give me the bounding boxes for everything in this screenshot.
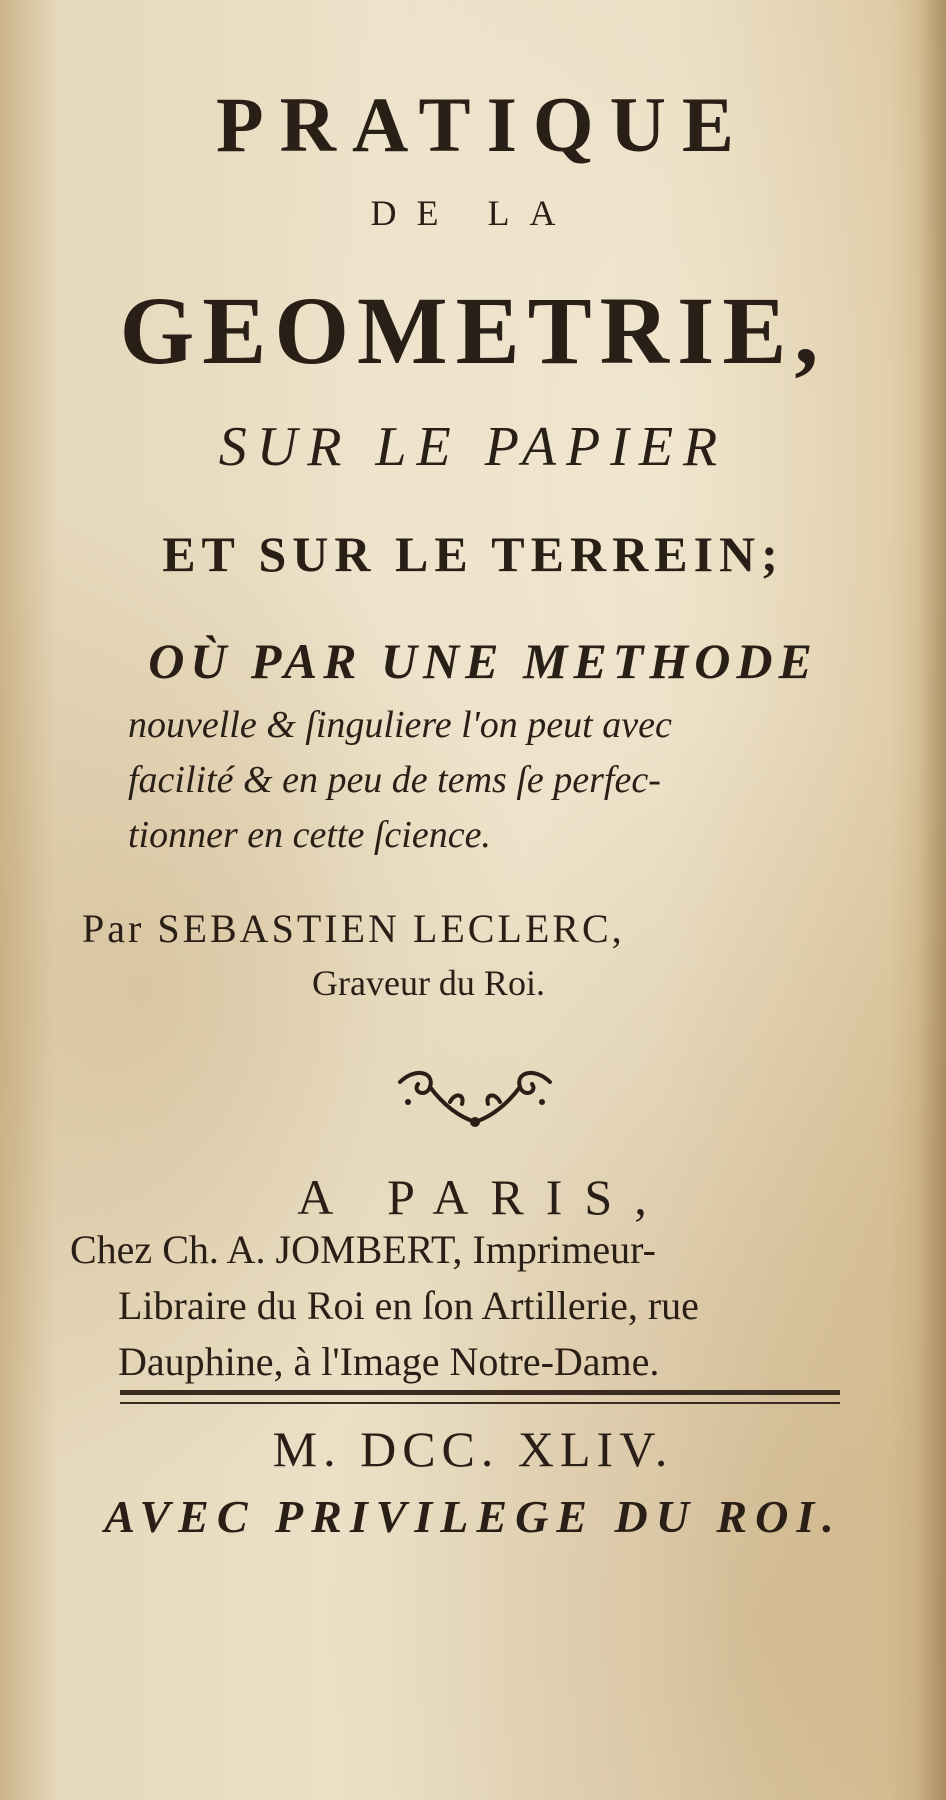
fleuron-ornament-icon xyxy=(390,1062,560,1132)
subtitle-line: nouvelle & ſinguliere l'on peut avec xyxy=(128,704,672,746)
subtitle-paragraph xyxy=(128,698,898,863)
subtitle-line: tionner en cette ſcience. xyxy=(128,814,491,856)
double-rule-bottom xyxy=(120,1402,840,1404)
author-line: Par SEBASTIEN LECLERC, xyxy=(82,906,625,951)
subtitle-line: facilité & en peu de tems ſe perfec- xyxy=(128,759,661,801)
imprint-line: Dauphine, à l'Image Notre-Dame. xyxy=(118,1339,660,1384)
privilege-line: AVEC PRIVILEGE DU ROI. xyxy=(104,1491,842,1542)
page-edge-shadow xyxy=(918,0,946,1800)
title-line-pratique: PRATIQUE xyxy=(216,81,750,168)
imprint-line: Chez Ch. A. JOMBERT, Imprimeur- xyxy=(70,1227,656,1272)
double-rule-top xyxy=(120,1390,840,1395)
title-line-geometrie: GEOMETRIE, xyxy=(119,277,827,384)
publication-date: M. DCC. XLIV. xyxy=(272,1421,674,1477)
title-line-ou-par-une-methode: OÙ PAR UNE METHODE xyxy=(148,633,818,689)
title-line-sur-le-papier: SUR LE PAPIER xyxy=(218,416,728,478)
title-line-et-sur-le-terrein: ET SUR LE TERREIN; xyxy=(162,526,784,582)
imprint-block xyxy=(70,1222,890,1390)
title-line-de-la: DE LA xyxy=(370,193,576,233)
place-line: A PARIS, xyxy=(297,1169,669,1225)
imprint-line: Libraire du Roi en ſon Artillerie, rue xyxy=(118,1283,699,1328)
author-role: Graveur du Roi. xyxy=(312,963,545,1003)
